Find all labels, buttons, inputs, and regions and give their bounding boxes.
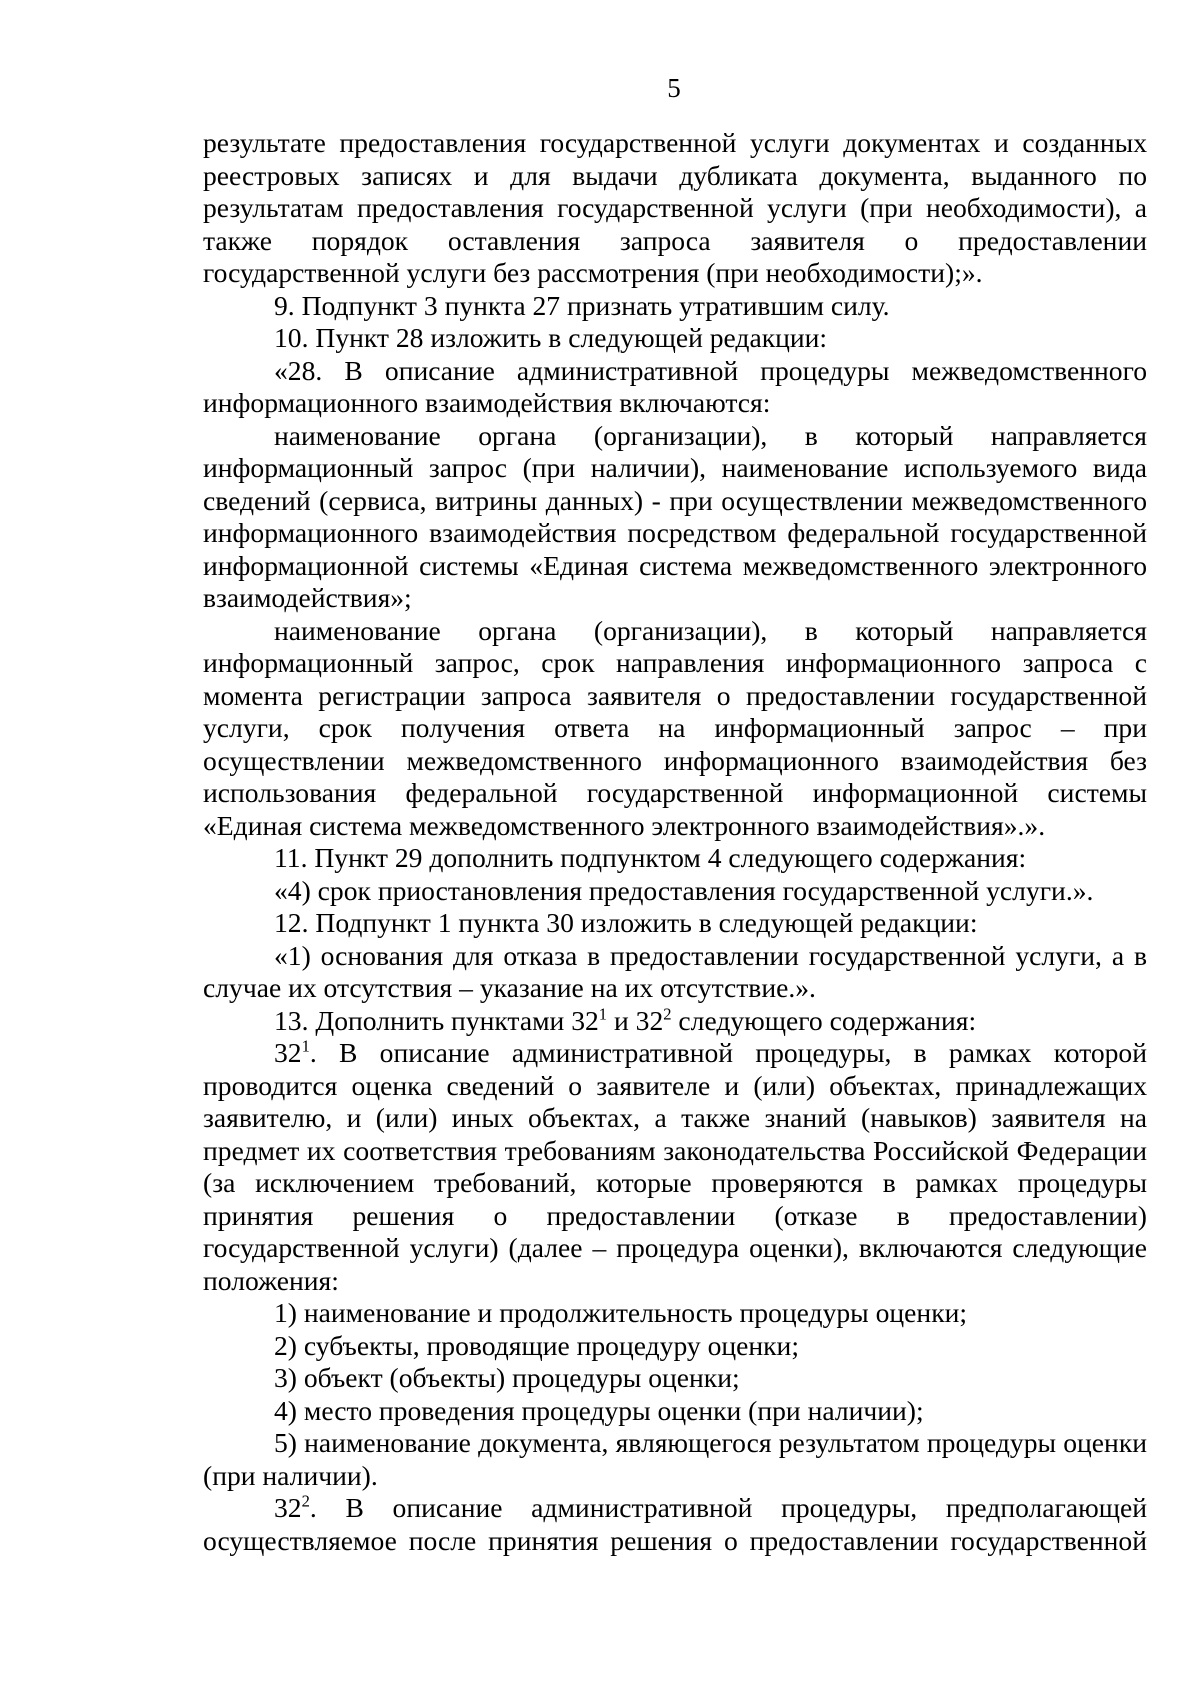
text-run: 32 <box>274 1037 302 1068</box>
paragraph-item-10: 10. Пункт 28 изложить в следующей редакции: <box>274 322 828 353</box>
paragraph-point-28-b: наименование органа (организации), в который направляется информационный запрос, срок направления информационного запроса с момента регистрации запроса заявителя о предоставлении государственной услуги, срок получения ответа на информационный запрос – при осуществлении межведомственного информационного взаимодействия без использования федеральной государственной информационной системы «Единая система межведомственного электронного взаимодействия».». <box>203 614 1147 841</box>
document-body <box>203 127 1147 1557</box>
paragraph-point-28-a: наименование органа (организации), в который направляется информационный запрос (при наличии), наименование используемого вида сведений (сервиса, витрины данных) - при осуществлении межведомственного информационного взаимодействия посредством федеральной государственной информационной системы «Единая система межведомственного электронного взаимодействия»; <box>203 419 1147 613</box>
text-run: и 32 <box>607 1004 664 1036</box>
paragraph-point-32-2 <box>203 1492 1147 1557</box>
list-item-2: 2) субъекты, проводящие процедуру оценки; <box>274 1329 799 1361</box>
superscript: 2 <box>301 1491 310 1511</box>
text-run: 13. Дополнить пунктами 32 <box>274 1004 599 1036</box>
paragraph-item-13 <box>203 1005 1147 1038</box>
text-run: 32 <box>274 1492 302 1523</box>
superscript: 1 <box>301 1036 310 1056</box>
paragraph-item-11: 11. Пункт 29 дополнить подпунктом 4 следующего содержания: <box>274 842 1027 873</box>
paragraph-item-12: 12. Подпункт 1 пункта 30 изложить в следующей редакции: <box>274 907 978 938</box>
page-number: 5 <box>667 73 681 103</box>
superscript: 2 <box>663 1004 672 1024</box>
list-item-4: 4) место проведения процедуры оценки (при наличии); <box>274 1394 924 1426</box>
paragraph-point-32-1 <box>203 1037 1147 1297</box>
paragraph-subitem-4: «4) срок приостановления предоставления государственной услуги.». <box>274 874 1094 906</box>
text-run: . В описание административной процедуры, в рамках которой проводится оценка сведений о заявителе и (или) объектах, принадлежащих заявителю, и (или) иных объектах, а также знаний (навыков) заявителя на предмет их соответствия требованиям законодательства Российской Федерации (за исключением требований, которые проверяются в рамках процедуры принятия решения о предоставлении (отказе в предоставлении) государственной услуги) (далее – процедура оценки), включаются следующие положения: <box>203 1037 1147 1296</box>
paragraph-item-9: 9. Подпункт 3 пункта 27 признать утратившим силу. <box>274 289 890 321</box>
list-item-1: 1) наименование и продолжительность процедуры оценки; <box>274 1297 968 1328</box>
text-run: . В описание административной процедуры, предполагающей осуществляемое после принятия решения о предоставлении государственной <box>203 1492 1147 1556</box>
superscript: 1 <box>598 1004 608 1024</box>
list-item-5: 5) наименование документа, являющегося результатом процедуры оценки (при наличии). <box>203 1427 1147 1491</box>
text-run: следующего содержания: <box>671 1004 977 1036</box>
paragraph-subitem-1: «1) основания для отказа в предоставлении государственной услуги, а в случае их отсутствия – указание на их отсутствие.». <box>203 939 1147 1003</box>
paragraph-point-28: «28. В описание административной процедуры межведомственного информационного взаимодействия включаются: <box>203 354 1147 418</box>
paragraph-continuation: результате предоставления государственной услуги документах и созданных реестровых записях и для выдачи дубликата документа, выданного по результатам предоставления государственной услуги (при необходимости), а также порядок оставления запроса заявителя о предоставлении государственной услуги без рассмотрения (при необходимости);». <box>203 127 1147 288</box>
list-item-3: 3) объект (объекты) процедуры оценки; <box>274 1362 740 1393</box>
